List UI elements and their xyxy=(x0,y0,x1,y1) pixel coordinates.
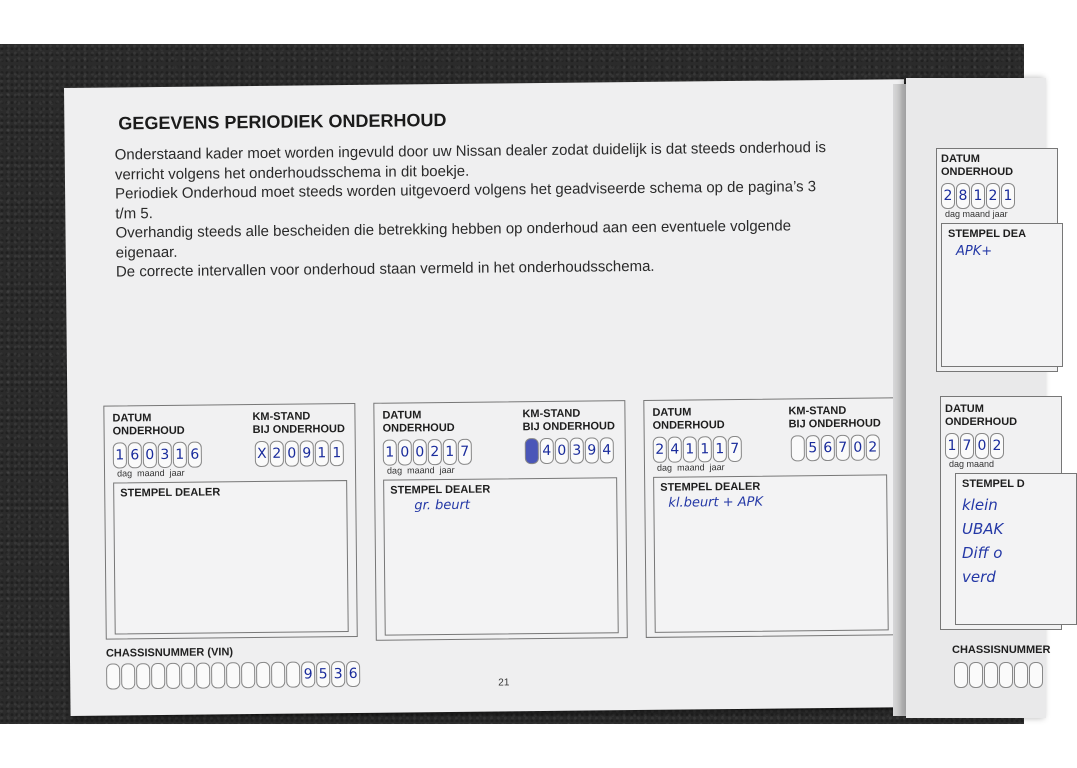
vin-digit xyxy=(151,663,165,689)
chassis-label: CHASSISNUMMER (VIN) xyxy=(105,646,234,660)
vin-digit: 3 xyxy=(331,661,345,687)
stamp-label: STEMPEL DEALER xyxy=(660,480,761,494)
dealer-stamp-area xyxy=(653,474,889,632)
stamp-label: STEMPEL DEALER xyxy=(390,483,491,497)
km-cells xyxy=(525,437,614,464)
km-digit xyxy=(791,435,805,461)
vin-digit xyxy=(969,662,983,688)
date-digit: 0 xyxy=(398,439,412,465)
km-digit: 2 xyxy=(866,434,880,460)
vin-digit xyxy=(226,662,240,688)
intro-text xyxy=(115,138,836,282)
intro-paragraph: Overhandig steeds alle bescheiden die betrekking hebben op onderhoud aan een eventuele volgende eigenaar. xyxy=(115,217,792,261)
km-digit: 1 xyxy=(315,440,329,466)
date-digit: 1 xyxy=(945,433,959,459)
page-number: 21 xyxy=(498,677,510,689)
booklet-page-right xyxy=(906,78,1051,718)
date-units: dag maand jaar xyxy=(386,464,455,476)
vin-digit: 9 xyxy=(301,661,315,687)
date-digit: 4 xyxy=(668,437,682,463)
date-digit: 1 xyxy=(443,439,457,465)
km-digit: 0 xyxy=(285,441,299,467)
handwritten-note: klein xyxy=(962,496,998,514)
date-digit: 2 xyxy=(990,433,1004,459)
vin-digit xyxy=(271,662,285,688)
date-digit: 1 xyxy=(971,183,985,209)
stamp-label: STEMPEL DEALER xyxy=(120,486,221,500)
handwritten-note: Diff o xyxy=(962,544,1003,562)
datum-label: DATUM ONDERHOUD xyxy=(112,412,185,438)
date-digit: 2 xyxy=(986,183,1000,209)
datum-label: DATUM ONDERHOUD xyxy=(382,409,455,435)
dealer-stamp-area xyxy=(955,473,1077,625)
date-digit: 8 xyxy=(956,183,970,209)
km-digit: 0 xyxy=(555,438,569,464)
date-cells xyxy=(941,183,1015,209)
date-digit: 1 xyxy=(683,436,697,462)
date-digit: 2 xyxy=(428,439,442,465)
date-digit: 2 xyxy=(941,183,955,209)
km-cells xyxy=(791,434,880,461)
date-digit: 0 xyxy=(975,433,989,459)
vin-digit xyxy=(166,663,180,689)
vin-cells xyxy=(106,661,360,690)
intro-paragraph: Onderstaand kader moet worden ingevuld door uw Nissan dealer zodat duidelijk is dat steeds onderhoud is verricht volgens het onderhoudsschema in dit boekje. xyxy=(114,139,827,183)
date-cells xyxy=(113,442,202,469)
stamp-label: STEMPEL D xyxy=(962,478,1025,490)
vin-digit xyxy=(984,662,998,688)
datum-label: DATUM ONDERHOUD xyxy=(652,406,725,432)
date-digit: 1 xyxy=(698,436,712,462)
km-digit: 3 xyxy=(570,438,584,464)
date-cells xyxy=(383,439,472,466)
date-digit: 1 xyxy=(713,436,727,462)
date-units: dag maand jaar xyxy=(656,462,725,473)
handwritten-note: UBAK xyxy=(962,520,1004,538)
date-digit: 7 xyxy=(728,436,742,462)
intro-paragraph: De correcte intervallen voor onderhoud staan vermeld in het onderhoudsschema. xyxy=(115,257,655,281)
dealer-stamp-area xyxy=(383,477,619,635)
intro-paragraph: Periodiek Onderhoud moet steeds worden uitgevoerd volgens het geadviseerde schema op de pagina’s 3 t/m 5. xyxy=(115,178,817,222)
date-digit: 0 xyxy=(143,442,157,468)
date-units: dag maand xyxy=(949,459,995,469)
km-digit: 9 xyxy=(585,437,599,463)
vin-digit xyxy=(241,662,255,688)
vin-digit xyxy=(136,663,150,689)
km-digit: 5 xyxy=(806,435,820,461)
vin-digit xyxy=(286,662,300,688)
km-digit: 7 xyxy=(836,435,850,461)
booklet-page-left xyxy=(64,79,911,716)
maintenance-entry-3 xyxy=(643,397,897,638)
vin-digit xyxy=(196,663,210,689)
km-digit: 4 xyxy=(540,438,554,464)
date-digit: 3 xyxy=(158,442,172,468)
vin-digit xyxy=(1014,662,1028,688)
date-digit: 2 xyxy=(653,437,667,463)
vin-cells xyxy=(954,662,1043,688)
date-digit: 0 xyxy=(413,439,427,465)
handwritten-note: gr. beurt xyxy=(414,497,471,514)
vin-digit xyxy=(121,663,135,689)
date-digit: 6 xyxy=(188,442,202,468)
datum-label: DATUM ONDERHOUD xyxy=(941,153,1014,178)
vin-digit xyxy=(954,662,968,688)
maintenance-entry-right-2 xyxy=(940,396,1062,630)
km-digit: 9 xyxy=(300,440,314,466)
date-digit: 1 xyxy=(1001,183,1015,209)
km-cells xyxy=(255,440,344,467)
vin-digit xyxy=(106,663,120,689)
chassis-label: CHASSISNUMMER xyxy=(952,644,1051,656)
date-cells xyxy=(653,436,742,463)
km-label: KM-STAND BIJ ONDERHOUD xyxy=(788,404,881,431)
vin-digit: 5 xyxy=(316,661,330,687)
vin-digit xyxy=(1029,662,1043,688)
date-units: dag maand jaar xyxy=(945,209,1008,219)
stamp-label: STEMPEL DEA xyxy=(948,228,1027,240)
dealer-stamp-area xyxy=(941,223,1063,367)
maintenance-entry-right-1 xyxy=(936,148,1058,372)
maintenance-entry-1 xyxy=(103,403,357,640)
date-digit: 6 xyxy=(128,442,142,468)
maintenance-entry-2 xyxy=(373,400,627,641)
vin-digit xyxy=(181,663,195,689)
date-digit: 7 xyxy=(960,433,974,459)
km-label: KM-STAND BIJ ONDERHOUD xyxy=(522,407,615,434)
date-digit: 1 xyxy=(113,442,127,468)
km-digit-scribbled xyxy=(525,438,539,464)
handwritten-note: kl.beurt + APK xyxy=(668,494,764,511)
km-digit: 0 xyxy=(851,435,865,461)
vin-digit xyxy=(999,662,1013,688)
km-digit: 4 xyxy=(600,437,614,463)
km-digit: 2 xyxy=(270,441,284,467)
vin-digit: 6 xyxy=(346,661,360,687)
km-digit: 1 xyxy=(330,440,344,466)
date-digit: 1 xyxy=(173,442,187,468)
date-digit: 1 xyxy=(383,440,397,466)
km-digit: X xyxy=(255,441,269,467)
date-cells xyxy=(945,433,1004,459)
handwritten-note: verd xyxy=(962,568,996,586)
handwritten-note: APK+ xyxy=(956,244,993,259)
dealer-stamp-area xyxy=(113,480,349,634)
vin-digit xyxy=(211,662,225,688)
date-digit: 7 xyxy=(458,439,472,465)
date-units: dag maand jaar xyxy=(116,467,185,479)
km-label: KM-STAND BIJ ONDERHOUD xyxy=(252,410,345,437)
photo-background xyxy=(0,44,1051,724)
page-heading: GEGEVENS PERIODIEK ONDERHOUD xyxy=(118,109,447,134)
vin-digit xyxy=(256,662,270,688)
km-digit: 6 xyxy=(821,435,835,461)
datum-label: DATUM ONDERHOUD xyxy=(945,403,1018,428)
